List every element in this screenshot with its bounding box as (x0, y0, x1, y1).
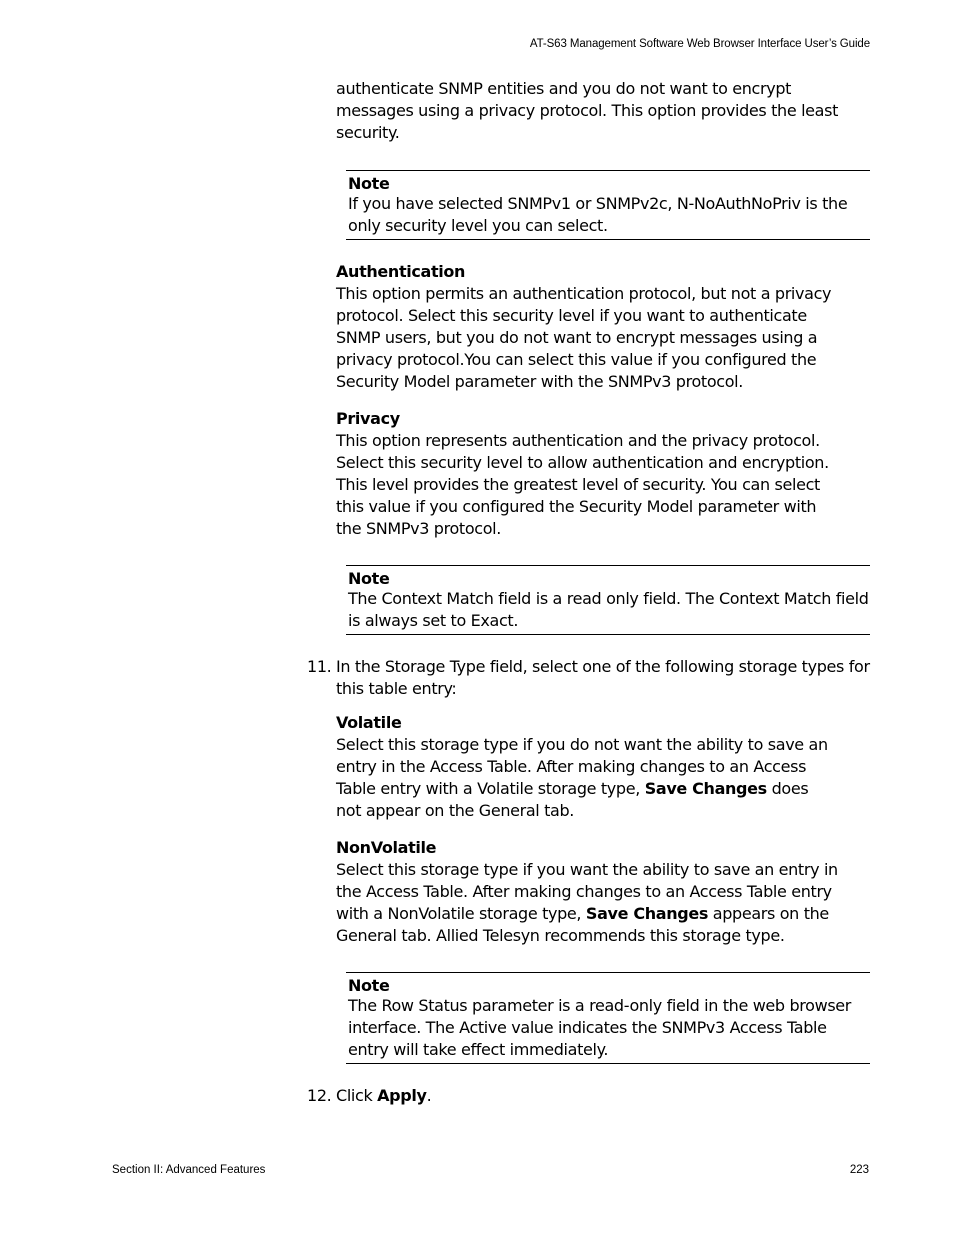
note-text: The Context Match field is a read only field. The Context Match field is always set to Exact. (348, 589, 869, 630)
note-title: Note (348, 569, 390, 588)
term-authentication: Authentication (336, 262, 466, 281)
step-number-12: 12. (307, 1086, 332, 1105)
note-text: The Row Status parameter is a read-only field in the web browser interface. The Active value indicates the SNMPv3 Access Table entry will take effect immediately. (348, 996, 852, 1059)
save-changes-label: Save Changes (585, 904, 709, 923)
running-header: AT-S63 Management Software Web Browser Interface User’s Guide (529, 38, 870, 50)
note-text: If you have selected SNMPv1 or SNMPv2c, N-NoAuthNoPriv is the only security level you can select. (348, 194, 848, 235)
desc-authentication: This option permits an authentication protocol, but not a privacy protocol. Select this security level if you want to authenticate SNMP users, but you do not want to encrypt messages using a privacy protocol.You can select this value if you configured the Security Model parameter with the SNMPv3 protocol. (336, 284, 832, 391)
definition-volatile (336, 712, 836, 822)
step-12-text: Click Apply. (336, 1086, 432, 1105)
definition-nonvolatile (336, 837, 842, 947)
page-number: 223 (849, 1164, 869, 1176)
desc-nonvolatile: Select this storage type if you want the ability to save an entry in the Access Table. After making changes to an Access Table entry with a NonVolatile storage type, Save Changes appears on the General tab. Allied Telesyn recommends this storage type. (336, 860, 838, 945)
note-box-1 (346, 170, 870, 240)
note-title: Note (348, 976, 390, 995)
step-number-11: 11. (307, 657, 332, 676)
term-volatile: Volatile (336, 713, 402, 732)
footer-section: Section II: Advanced Features (112, 1164, 266, 1176)
definition-privacy (336, 408, 844, 540)
definition-authentication (336, 261, 848, 393)
desc-privacy: This option represents authentication and the privacy protocol. Select this security level to allow authentication and encryption. This level provides the greatest level of security. You can select this value if you configured the Security Model parameter with the SNMPv3 protocol. (336, 431, 829, 538)
note-box-3 (346, 972, 870, 1064)
note-title: Note (348, 174, 390, 193)
save-changes-label: Save Changes (644, 779, 767, 798)
step-11-text: In the Storage Type field, select one of the following storage types for this table entry: (336, 657, 870, 698)
desc-volatile: Select this storage type if you do not want the ability to save an entry in the Access Table. After making changes to an Access Table entry with a Volatile storage type, Save Changes does not appear on the General tab. (336, 735, 828, 820)
apply-label: Apply (377, 1086, 427, 1105)
intro-paragraph: authenticate SNMP entities and you do not want to encrypt messages using a privacy protocol. This option provides the least security. (336, 79, 839, 142)
note-box-2 (346, 565, 870, 635)
term-privacy: Privacy (336, 409, 400, 428)
term-nonvolatile: NonVolatile (336, 838, 437, 857)
